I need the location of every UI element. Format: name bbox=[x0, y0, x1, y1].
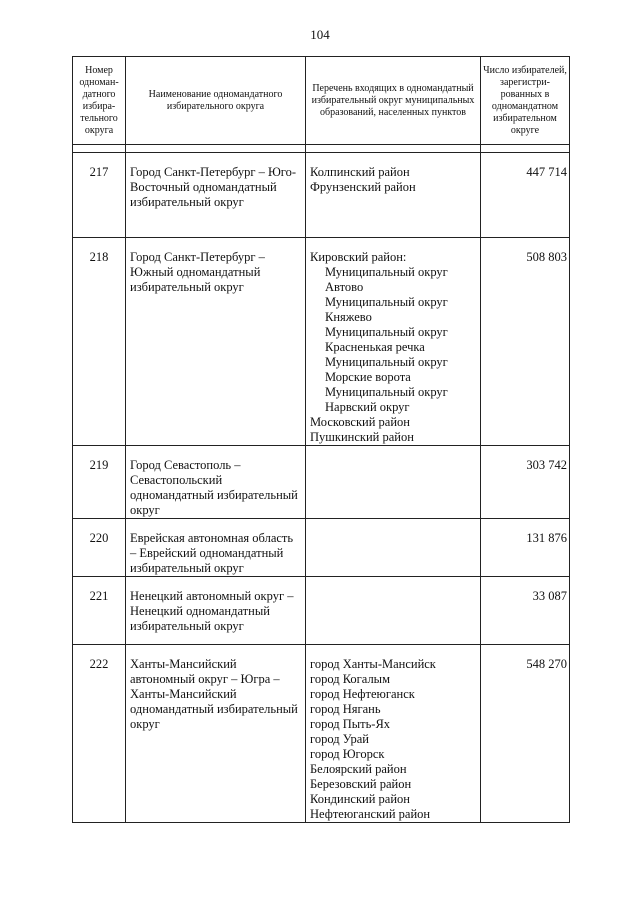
voter-count: 131 876 bbox=[481, 519, 570, 577]
district-number: 217 bbox=[73, 153, 126, 238]
district-name: Город Севастополь – Севастопольский одномандатный избирательный округ bbox=[126, 446, 306, 519]
table-row bbox=[73, 577, 570, 645]
header-gap-row bbox=[73, 145, 570, 153]
municipality-list bbox=[306, 446, 481, 519]
municipality-item: город Пыть-Ях bbox=[310, 717, 391, 731]
district-name: Еврейская автономная область – Еврейский одномандатный избирательный округ bbox=[126, 519, 306, 577]
voter-count: 303 742 bbox=[481, 446, 570, 519]
municipality-item: Московский район bbox=[310, 415, 410, 429]
municipality-item: Белоярский район bbox=[310, 762, 407, 776]
municipality-item: Муниципальный округ bbox=[325, 385, 448, 399]
districts-table bbox=[72, 56, 570, 823]
municipality-item: Автово bbox=[325, 280, 364, 294]
table-row bbox=[73, 238, 570, 446]
district-number: 219 bbox=[73, 446, 126, 519]
municipality-item: Колпинский район bbox=[310, 165, 410, 179]
municipality-item: город Ханты-Мансийск bbox=[310, 657, 436, 671]
table-row bbox=[73, 446, 570, 519]
table-body bbox=[73, 153, 570, 823]
municipality-item: Муниципальный округ bbox=[325, 265, 448, 279]
municipality-item: Муниципальный округ bbox=[325, 325, 448, 339]
table-row bbox=[73, 519, 570, 577]
municipality-item: город Нягань bbox=[310, 702, 381, 716]
municipality-item: Нефтеюганский район bbox=[310, 807, 431, 821]
municipality-item: Фрунзенский район bbox=[310, 180, 416, 194]
municipality-item: Морские ворота bbox=[325, 370, 411, 384]
municipality-item: Березовский район bbox=[310, 777, 412, 791]
municipality-item: Пушкинский район bbox=[310, 430, 414, 444]
municipality-list bbox=[306, 153, 481, 238]
table-row bbox=[73, 645, 570, 823]
page-number: 104 bbox=[310, 27, 330, 42]
header-municipalities: Перечень входящих в одномандатный избирательный округ муниципальных образований, населенных пунктов bbox=[306, 57, 481, 145]
voter-count: 33 087 bbox=[481, 577, 570, 645]
district-name: Город Санкт-Петербург – Юго-Восточный одномандатный избирательный округ bbox=[126, 153, 306, 238]
district-number: 221 bbox=[73, 577, 126, 645]
municipality-list bbox=[306, 519, 481, 577]
voter-count: 548 270 bbox=[481, 645, 570, 823]
header-district-number: Номер одноман-датного избира-тельного округа bbox=[73, 57, 126, 145]
table-header bbox=[73, 57, 570, 153]
district-name: Город Санкт-Петербург – Южный одномандатный избирательный округ bbox=[126, 238, 306, 446]
header-voters: Число избирателей, зарегистри-рованных в одномандатном избирательном округе bbox=[481, 57, 570, 145]
municipality-item: Кировский район: bbox=[310, 250, 407, 264]
municipality-item: Красненькая речка bbox=[325, 340, 425, 354]
table-row bbox=[73, 153, 570, 238]
district-name: Ненецкий автономный округ – Ненецкий одномандатный избирательный округ bbox=[126, 577, 306, 645]
header-district-name: Наименование одномандатного избирательного округа bbox=[126, 57, 306, 145]
voter-count: 508 803 bbox=[481, 238, 570, 446]
municipality-item: Княжево bbox=[325, 310, 372, 324]
municipality-list bbox=[306, 645, 481, 823]
municipality-item: город Урай bbox=[310, 732, 369, 746]
municipality-item: город Нефтеюганск bbox=[310, 687, 415, 701]
municipality-list bbox=[306, 238, 481, 446]
voter-count: 447 714 bbox=[481, 153, 570, 238]
municipality-item: Нарвский округ bbox=[325, 400, 410, 414]
district-number: 218 bbox=[73, 238, 126, 446]
municipality-item: город Югорск bbox=[310, 747, 385, 761]
district-name: Ханты-Мансийский автономный округ – Югра – Ханты-Мансийский одномандатный избирательный округ bbox=[126, 645, 306, 823]
municipality-item: город Когалым bbox=[310, 672, 390, 686]
district-number: 220 bbox=[73, 519, 126, 577]
municipality-item: Муниципальный округ bbox=[325, 355, 448, 369]
municipality-list bbox=[306, 577, 481, 645]
municipality-item: Муниципальный округ bbox=[325, 295, 448, 309]
municipality-item: Кондинский район bbox=[310, 792, 410, 806]
district-number: 222 bbox=[73, 645, 126, 823]
